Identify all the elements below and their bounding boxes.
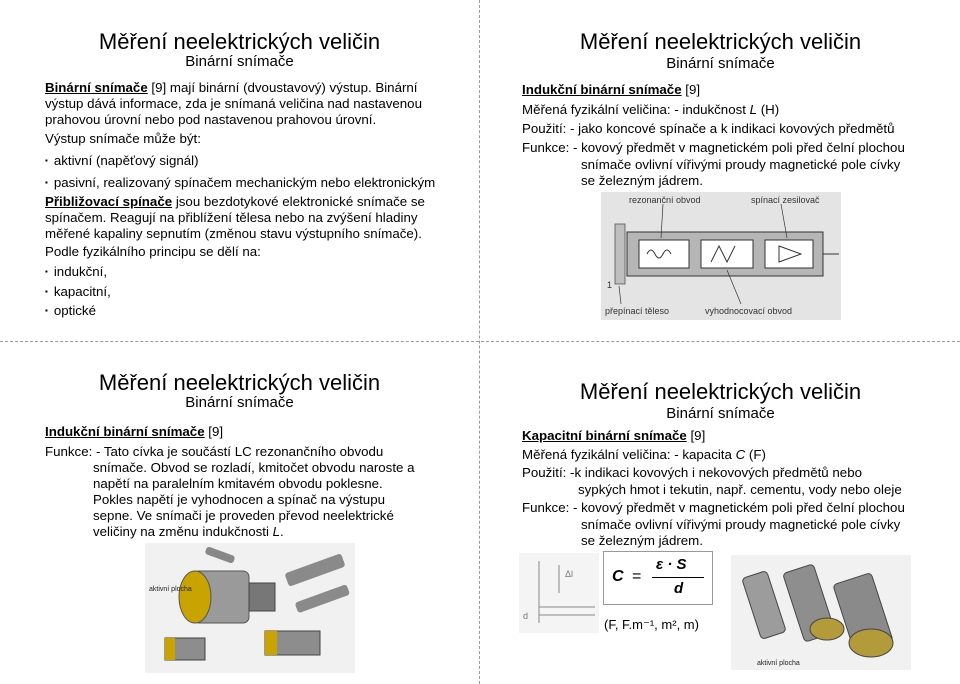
inductive-sensor-diagram — [601, 192, 841, 320]
text-fragment: Měřená fyzikální veličina: - indukčnost — [522, 102, 750, 117]
slide-subtitle: Binární snímače — [666, 55, 775, 72]
text-line: Použití: -k indikaci kovových i nekovových předmětů nebo — [522, 465, 862, 480]
text-line: Funkce: - kovový předmět v magnetickém poli před čelní plochou — [522, 140, 905, 155]
formula-denominator: d — [674, 580, 684, 597]
inductive-sensors-photo — [145, 543, 355, 673]
formula-c: C — [612, 568, 624, 585]
text-fragment: [9] — [681, 82, 701, 97]
text-fragment: [9] — [686, 428, 706, 443]
text-line: Funkce: - Tato cívka je součástí LC rezonančního obvodu — [45, 444, 384, 459]
label-evaluation-circuit: vyhodnocovací obvod — [705, 306, 793, 316]
text-line — [522, 102, 779, 119]
text-fragment: [9] mají binární (dvoustavový) výstup. Binární — [147, 80, 418, 95]
text-line: výstup dává informace, zda je snímaná veličina nad nastavenou — [45, 96, 422, 111]
label-resonant-circuit: rezonanční obvod — [629, 195, 701, 205]
text-line: Podle fyzikálního principu se dělí na: — [45, 244, 261, 259]
bullet-item: ▪ aktivní (napěťový signál) — [45, 153, 199, 172]
slide-subtitle: Binární snímače — [666, 405, 775, 422]
text-fragment: (H) — [757, 102, 780, 117]
text-line: snímače ovlivní vířivými proudy magnetické pole cívky — [581, 517, 901, 532]
slide-title: Měření neelektrických veličin — [579, 29, 862, 54]
bullet-item: ▪ kapacitní, — [45, 284, 111, 303]
text-line: snímače ovlivní vířivými proudy magnetické pole cívky — [581, 157, 901, 172]
symbol-C: C — [735, 447, 746, 462]
text-line — [522, 82, 700, 99]
slide-subtitle: Binární snímače — [185, 394, 294, 411]
text-line: prahovou úrovní nebo pod nastavenou prahovou úrovní. — [45, 112, 377, 127]
text-line: snímače. Obvod se rozladí, kmitočet obvodu naroste a — [93, 460, 415, 475]
fraction-bar — [652, 577, 704, 578]
text-fragment: jsou bezdotykové elektronické snímače se — [172, 194, 425, 209]
text-line: sepne. Ve snímači je proveden převod neelektrické — [93, 508, 394, 523]
text-line — [522, 447, 766, 464]
label-delta-l: Δl — [565, 569, 574, 579]
capacitor-plates-diagram — [519, 553, 599, 633]
slide-subtitle: Binární snímače — [185, 53, 294, 70]
slide-title: Měření neelektrických veličin — [579, 379, 862, 404]
bullet-item: ▪ indukční, — [45, 264, 107, 283]
label-switching-amplifier: spínací zesilovač — [751, 195, 820, 205]
text-line — [93, 524, 284, 541]
text-line: Výstup snímače může být: — [45, 131, 201, 146]
label-active-surface: aktivní plocha — [149, 586, 192, 593]
symbol-L: L — [272, 524, 281, 539]
text-line — [45, 80, 417, 97]
capacitive-sensors-photo — [731, 555, 911, 670]
slide-title: Měření neelektrických veličin — [98, 29, 381, 54]
slide-4 — [481, 343, 960, 684]
term-capacitive-sensors: Kapacitní binární snímače — [522, 428, 687, 443]
text-fragment: . — [280, 524, 284, 539]
text-line: napětí na paralelním kmitavém obvodu poklesne. — [93, 476, 383, 491]
text-line: se železným jádrem. — [581, 173, 703, 188]
text-fragment: [9] — [204, 424, 224, 439]
term-binary-sensors: Binární snímače — [45, 80, 148, 95]
text-line — [522, 428, 705, 445]
label-switching-body: přepínací těleso — [605, 306, 670, 316]
slide-2 — [481, 0, 960, 341]
text-line: měřené kapaliny sepnutím (změnou stavu výstupního snímače). — [45, 226, 422, 241]
formula-numerator: ε · S — [656, 556, 687, 573]
slide-1 — [0, 0, 479, 341]
term-inductive-sensors: Indukční binární snímače — [522, 82, 682, 97]
units-line: (F, F.m⁻¹, m², m) — [604, 617, 699, 632]
label-number: 1 — [607, 280, 613, 290]
term-inductive-sensors: Indukční binární snímače — [45, 424, 205, 439]
text-line — [45, 424, 223, 441]
text-line — [45, 194, 425, 211]
slide-title: Měření neelektrických veličin — [98, 370, 381, 395]
bullet-item: ▪ optické — [45, 303, 96, 322]
text-line: Pokles napětí je vyhodnocen a spínač na výstupu — [93, 492, 385, 507]
text-line: sypkých hmot i tekutin, např. cementu, vody nebo oleje — [578, 482, 902, 497]
bullet-item: ▪ pasivní, realizovaný spínačem mechanickým nebo elektronickým — [45, 175, 435, 194]
symbol-L: L — [749, 102, 758, 117]
label-d: d — [523, 611, 529, 621]
slide-3 — [0, 343, 479, 684]
term-proximity-switches: Přibližovací spínače — [45, 194, 173, 209]
text-line: Funkce: - kovový předmět v magnetickém poli před čelní plochou — [522, 500, 905, 515]
text-fragment: Měřená fyzikální veličina: - kapacita — [522, 447, 736, 462]
formula-box — [603, 551, 713, 605]
text-fragment: (F) — [745, 447, 766, 462]
text-line: se železným jádrem. — [581, 533, 703, 548]
text-line: Použití: - jako koncové spínače a k indikaci kovových předmětů — [522, 121, 895, 136]
formula-equals: = — [632, 568, 642, 585]
label-active-surface: aktivní plocha — [757, 660, 800, 667]
text-line: spínačem. Reagují na přiblížení tělesa nebo na zvýšení hladiny — [45, 210, 418, 225]
text-fragment: veličiny na změnu indukčnosti — [93, 524, 273, 539]
